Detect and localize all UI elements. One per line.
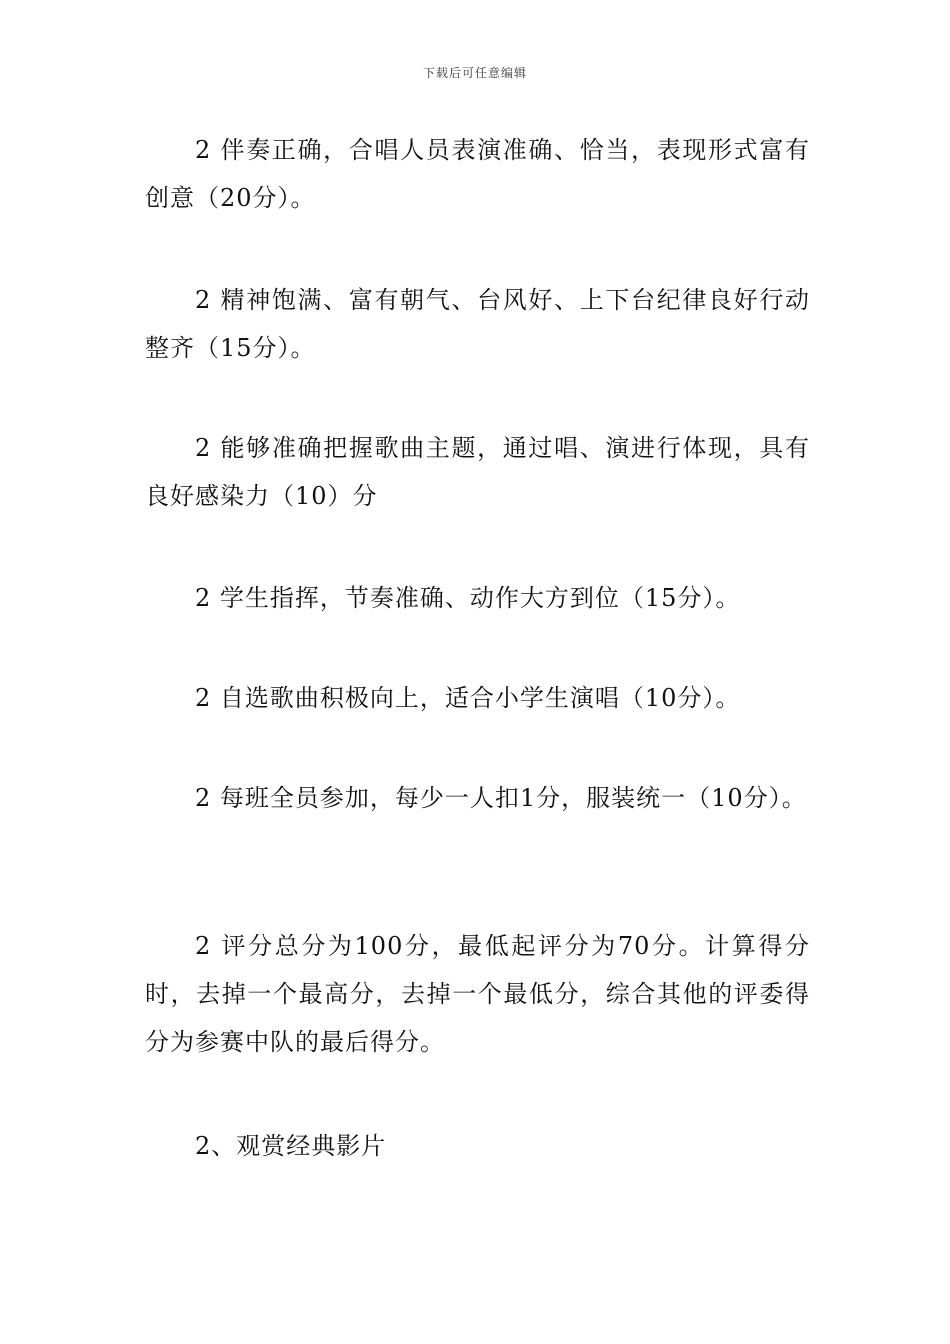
paragraph-accompaniment xyxy=(145,126,810,222)
paragraph-scoring xyxy=(145,922,810,1066)
paragraph-text: 2 每班全员参加，每少一人扣1分，服装统一（10分）。 xyxy=(195,784,807,812)
paragraph-participation xyxy=(145,774,810,822)
paragraph-text: 2 学生指挥，节奏准确、动作大方到位（15分）。 xyxy=(195,584,741,612)
paragraph-theme xyxy=(145,424,810,520)
section-heading-classic-films xyxy=(145,1122,810,1170)
paragraph-song-choice xyxy=(145,674,810,722)
paragraph-text: 2 伴奏正确，合唱人员表演准确、恰当，表现形式富有创意（20分）。 xyxy=(145,136,810,212)
paragraph-spirit xyxy=(145,276,810,372)
paragraph-conductor xyxy=(145,574,810,622)
section-heading-text: 2、观赏经典影片 xyxy=(195,1132,387,1160)
page-header-note: 下载后可任意编辑 xyxy=(422,66,527,80)
paragraph-text: 2 评分总分为100分，最低起评分为70分。计算得分时，去掉一个最高分，去掉一个最低分，综合其他的评委得分为参赛中队的最后得分。 xyxy=(145,932,810,1056)
paragraph-text: 2 精神饱满、富有朝气、台风好、上下台纪律良好行动整齐（15分）。 xyxy=(145,286,810,362)
paragraph-text: 2 能够准确把握歌曲主题，通过唱、演进行体现，具有良好感染力（10）分 xyxy=(145,434,810,510)
paragraph-text: 2 自选歌曲积极向上，适合小学生演唱（10分）。 xyxy=(195,684,741,712)
